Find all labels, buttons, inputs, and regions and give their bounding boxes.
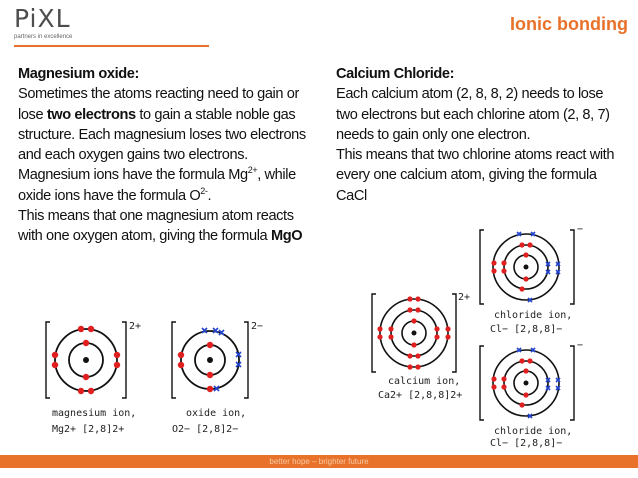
chloride-bottom-charge: − (577, 340, 584, 351)
mg-ion-shells (52, 326, 120, 394)
mg-charge: 2+ (129, 321, 142, 332)
bracket-left (172, 322, 176, 398)
calcium-chloride-paragraph: Each calcium atom (2, 8, 8, 2) needs to lose two electrons but each chlorine atom (2, 8, 7) needs to gain only one electron. (336, 86, 610, 143)
ca-charge: 2+ (458, 292, 471, 303)
bracket-left (46, 322, 50, 398)
bracket-left (480, 346, 484, 420)
chloride-top-charge: − (577, 224, 584, 235)
text-run: This means that one magnesium atom reacts with one oxygen atom, giving the formula (18, 208, 294, 245)
magnesium-oxide-conclusion (18, 206, 318, 247)
text-run: . (207, 187, 212, 204)
mgo-ions-diagram (36, 316, 266, 446)
mg-ion-formula: Mg2+ [2,8]2+ (52, 424, 125, 435)
footer-bar (0, 455, 638, 468)
calcium-ion-shells (377, 296, 450, 369)
slide-title: Ionic bonding (510, 14, 628, 34)
bracket-right (452, 294, 456, 372)
charge-superscript: 2- (200, 185, 208, 196)
bracket-right (244, 322, 248, 398)
chloride-bottom-shells (491, 348, 560, 418)
chloride-bottom-name: chloride ion, (494, 426, 573, 437)
calcium-chloride-conclusion: This means that two chlorine atoms react with every one calcium atom, giving the formula CaCl (336, 147, 615, 204)
calcium-chloride-heading: Calcium Chloride: (336, 66, 455, 82)
calcium-ion-name: calcium ion, (388, 376, 461, 387)
magnesium-oxide-text (18, 64, 318, 247)
calcium-chloride-text (336, 64, 626, 216)
bracket-left (480, 230, 484, 304)
logo-wordmark: PiXL (14, 4, 71, 33)
bracket-right (122, 322, 126, 398)
chloride-top-shells (491, 232, 560, 302)
bracket-right (570, 230, 574, 304)
header-divider (14, 45, 209, 47)
chloride-bottom-formula: Cl− [2,8,8]− (490, 438, 563, 448)
bracket-right (570, 346, 574, 420)
magnesium-oxide-paragraph (18, 84, 318, 206)
bracket-left (372, 294, 376, 372)
charge-superscript: 2+ (247, 165, 258, 176)
bold-text: two electrons (46, 106, 136, 123)
magnesium-oxide-heading: Magnesium oxide: (18, 66, 139, 82)
oxide-ion-name: oxide ion, (186, 408, 247, 419)
logo-tagline: partners in excellence (14, 34, 73, 40)
pixl-logo (14, 5, 72, 40)
text-run: Sometimes the atoms reacting need to gain or lose (18, 86, 299, 123)
text-run: to gain a stable noble gas structure. Each magnesium loses two electrons and each oxygen gains two electrons. Magnesium ions have the formula Mg (18, 106, 306, 184)
oxide-ion-shells (178, 328, 241, 392)
oxide-ion-formula: O2− [2,8]2− (172, 424, 239, 435)
formula-mgo: MgO (270, 228, 303, 245)
text-run: , while oxide ions have the formula O (18, 167, 296, 204)
chloride-top-name: chloride ion, (494, 310, 573, 321)
chloride-top-formula: Cl− [2,8,8]− (490, 324, 563, 335)
calcium-ion-formula: Ca2+ [2,8,8]2+ (378, 390, 463, 401)
footer-tagline: better hope – brighter future (269, 457, 369, 466)
cacl2-ions-diagram (366, 222, 606, 448)
mg-ion-name: magnesium ion, (52, 408, 137, 419)
o-charge: 2− (251, 321, 264, 332)
